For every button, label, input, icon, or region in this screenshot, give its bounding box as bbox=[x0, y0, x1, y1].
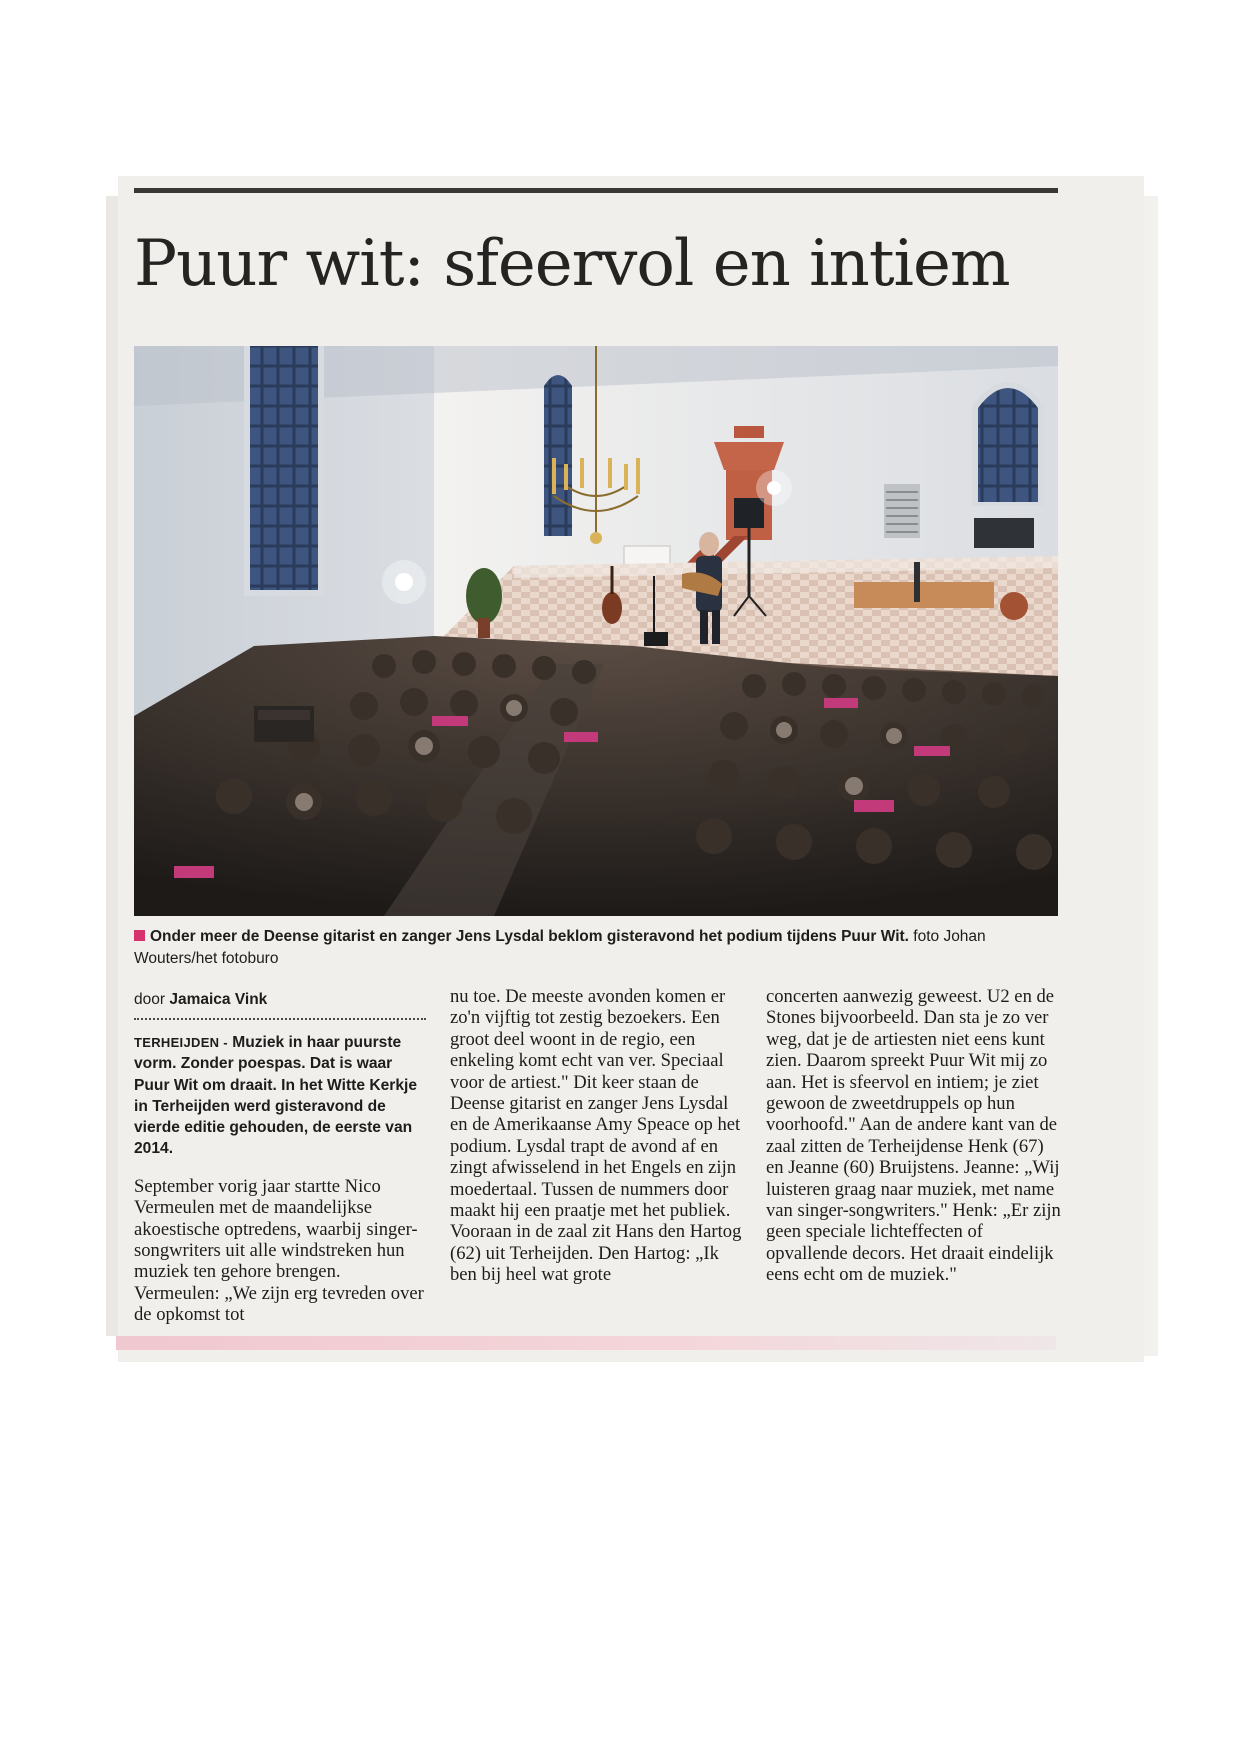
photo-credit: foto Johan Wouters/het fotoburo bbox=[134, 928, 986, 967]
byline-divider bbox=[134, 1018, 426, 1020]
column-1-body: September vorig jaar startte Nico Vermeulen met de maandelijkse akoestische optredens, waarbij singer-songwriters uit alle windstreken hun muziek ten gehore brengen. Vermeulen: „We zijn erg tevreden over de opkomst tot bbox=[134, 1175, 424, 1326]
headline: Puur wit: sfeervol en intiem bbox=[134, 227, 1010, 301]
lead-text: Muziek in haar puurste vorm. Zonder poespas. Dat is waar Puur Wit om draait. In het Witte Kerkje in Terheijden werd gisteravond de vierde editie gehouden, de eerste van 2014. bbox=[134, 1034, 418, 1158]
concert-photo-illustration bbox=[134, 346, 1058, 916]
byline-prefix: door bbox=[134, 991, 166, 1008]
concert-photo bbox=[134, 346, 1058, 916]
article-column-3 bbox=[766, 986, 1064, 1286]
caption-marker bbox=[134, 930, 145, 941]
clipping-bottom-edge bbox=[116, 1336, 1056, 1350]
caption-text: Onder meer de Deense gitarist en zanger Jens Lysdal beklom gisteravond het podium tijdens Puur Wit. bbox=[150, 928, 909, 945]
photo-caption bbox=[134, 926, 1064, 970]
column-2-body: nu toe. De meeste avonden komen er zo'n vijftig tot zestig bezoekers. Een groot deel woont in de regio, een enkeling komt echt van ver. Speciaal voor de artiest." Dit keer staan de Deense gitarist en zanger Jens Lysdal en de Amerikaanse Amy Speace op het podium. Lysdal trapt de avond af en zingt afwisselend in het Engels en zijn moedertaal. Tussen de nummers door maakt hij een praatje met het publiek. Vooraan in de zaal zit Hans den Hartog (62) uit Terheijden. Den Hartog: „Ik ben bij heel wat grote bbox=[450, 986, 742, 1286]
article-lead bbox=[134, 1032, 426, 1160]
article-column-2 bbox=[450, 986, 746, 1286]
byline-author: Jamaica Vink bbox=[169, 991, 268, 1008]
scan-shadow-left bbox=[106, 196, 118, 1336]
scan-shadow-right bbox=[1144, 196, 1158, 1356]
top-rule bbox=[134, 188, 1058, 193]
byline bbox=[134, 990, 426, 1010]
dateline: TERHEIJDEN - bbox=[134, 1035, 228, 1050]
article-column-1 bbox=[134, 986, 426, 1326]
column-3-body: concerten aanwezig geweest. U2 en de Stones bijvoorbeeld. Dan sta je zo ver weg, dat je de artiesten niet eens kunt zien. Daarom spreekt Puur Wit mij zo aan. Het is sfeervol en intiem; je ziet gewoon de zweetdruppels op hun voorhoofd." Aan de andere kant van de zaal zitten de Terheijdense Henk (67) en Jeanne (60) Bruijstens. Jeanne: „Wij luisteren graag naar muziek, met name van singer-songwriters." Henk: „Er zijn geen speciale lichteffecten of opvallende decors. Het draait eindelijk eens echt om de muziek." bbox=[766, 986, 1061, 1286]
